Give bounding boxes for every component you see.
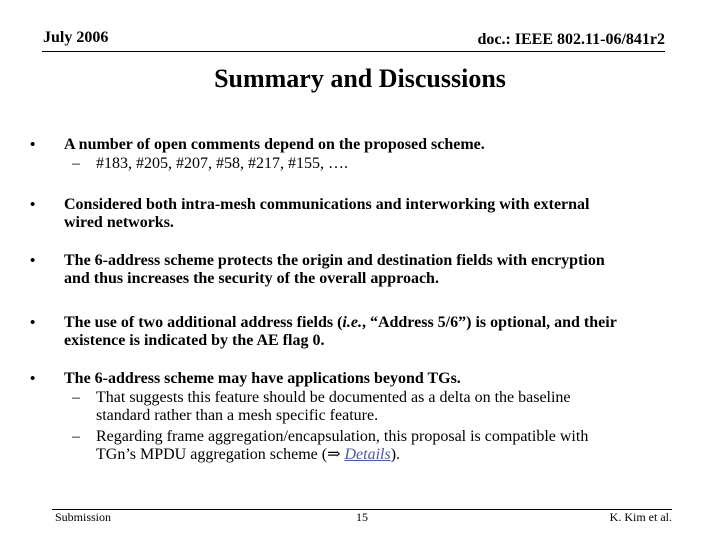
bullet-marker: • [30,253,36,269]
bullet-text [64,252,694,288]
sub-text [96,389,656,425]
bullet-line: and thus increases the security of the overall approach. [64,270,439,287]
footer-submission: Submission [55,510,112,524]
sub-line: Regarding frame aggregation/encapsulation, this proposal is compatible with [96,428,589,445]
sub-text [96,155,656,173]
header-date: July 2006 [43,29,109,46]
bullet-line-italic: i.e. [342,314,362,331]
bullet-line: A number of open comments depend on the proposed scheme. [64,136,485,153]
bullet-marker: • [30,371,36,387]
bullet-line-part: , “Address 5/6”) is optional, and their [361,314,617,331]
bullet-line: wired networks. [64,214,174,231]
bullet-line: The 6-address scheme protects the origin and destination fields with encryption [64,252,605,269]
bullet-line-part: The use of two additional address fields ( [64,314,343,331]
bullet-text [64,196,694,232]
footer-page-number: 15 [356,510,368,524]
sub-line: That suggests this feature should be documented as a delta on the baseline [96,389,571,406]
sub-line-part: TGn’s MPDU aggregation scheme (⇒ [96,446,345,463]
footer-author: K. Kim et al. [609,510,672,524]
sub-line: standard rather than a mesh specific feature. [96,407,379,424]
bullet-line: Considered both intra-mesh communications and interworking with external [64,196,590,213]
sub-dash: – [72,428,80,445]
header-doc-id: doc.: IEEE 802.11-06/841r2 [477,31,665,48]
bullet-marker: • [30,197,36,213]
sub-line [96,446,656,464]
sub-dash: – [72,389,80,406]
bullet-line: The 6-address scheme may have applications beyond TGs. [64,370,461,387]
sub-line: #183, #205, #207, #58, #217, #155, …. [96,155,348,172]
details-link[interactable]: Details [344,446,391,463]
sub-dash: – [72,155,80,172]
bullet-line [64,314,694,332]
bullet-text [64,370,694,388]
header-divider [42,51,665,52]
sub-line-part: ). [390,446,401,463]
bullet-line: existence is indicated by the AE flag 0. [64,332,325,349]
bullet-marker: • [30,315,36,331]
bullet-text [64,314,694,350]
bullet-marker: • [30,137,36,153]
slide-title: Summary and Discussions [214,64,506,93]
bullet-text [64,136,694,154]
sub-text [96,428,656,464]
